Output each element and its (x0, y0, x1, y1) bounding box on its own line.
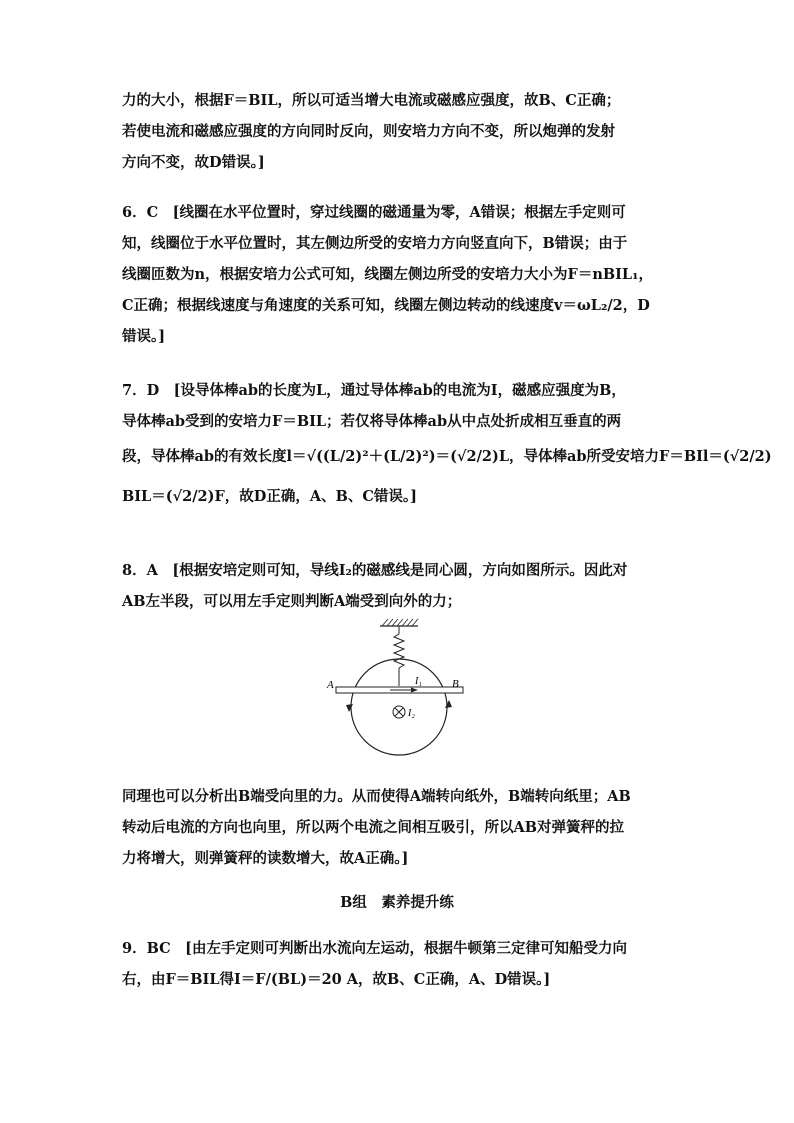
text-line: 7．D [设导体棒ab的长度为L，通过导体棒ab的电流为I，磁感应强度为B， (122, 382, 626, 399)
text-line: AB左半段，可以用左手定则判断A端受到向外的力； (122, 593, 462, 610)
answer-8-part2 (122, 781, 678, 874)
text-line: 错误。] (122, 328, 166, 345)
ampere-force-figure (322, 612, 482, 772)
text-line: 方向不变，故D错误。] (122, 154, 265, 171)
spring-scale (394, 626, 404, 686)
answer-continuation (122, 85, 678, 178)
label-i2: I₂ (408, 708, 415, 719)
text-line: 力的大小，根据F＝BIL，所以可适当增大电流或磁感应强度，故B、C正确； (122, 92, 621, 109)
text-line: 导体棒ab受到的安培力F＝BIL；若仅将导体棒ab从中点处折成相互垂直的两 (122, 413, 622, 430)
text-line: 知，线圈位于水平位置时，其左侧边所受的安培力方向竖直向下，B错误；由于 (122, 235, 628, 252)
text-line: 右，由F＝BIL得I＝F/(BL)＝20 A，故B、C正确，A、D错误。] (122, 971, 551, 988)
text-line: 力将增大，则弹簧秤的读数增大，故A正确。] (122, 850, 409, 867)
ceiling-support (380, 619, 418, 626)
field-arrow-left (346, 704, 353, 712)
label-i1: I₁ (415, 676, 422, 687)
text-line: 9．BC [由左手定则可判断出水流向左运动，根据牛顿第三定律可知船受力向 (122, 940, 628, 957)
label-a: A (327, 679, 334, 691)
text-line: 同理也可以分析出B端受向里的力。从而使得A端转向纸外，B端转向纸里；AB (122, 788, 631, 805)
section-title: B组 素养提升练 (340, 894, 454, 911)
text-line: BIL＝(√2/2)F，故D正确，A、B、C错误。] (122, 488, 417, 505)
wire-i2-into-page (393, 706, 405, 718)
text-line: 段，导体棒ab的有效长度l＝√((L/2)²＋(L/2)²)＝(√2/2)L，导体棒ab所受安培力F＝BIl＝(√2/2) (122, 448, 772, 465)
answer-7 (122, 375, 772, 517)
answer-6 (122, 197, 678, 352)
label-b: B (452, 678, 459, 690)
text-line: 8．A [根据安培定则可知，导线I₂的磁感线是同心圆，方向如图所示。因此对 (122, 562, 628, 579)
answer-9 (122, 933, 678, 995)
answer-8-part1 (122, 555, 678, 617)
text-line: 若使电流和磁感应强度的方向同时反向，则安培力方向不变，所以炮弹的发射 (122, 123, 615, 140)
text-line: 线圈匝数为n，根据安培力公式可知，线圈左侧边所受的安培力大小为F＝nBIL₁， (122, 266, 653, 283)
text-line: 转动后电流的方向也向里，所以两个电流之间相互吸引，所以AB对弹簧秤的拉 (122, 819, 625, 836)
text-line: 6．C [线圈在水平位置时，穿过线圈的磁通量为零，A错误；根据左手定则可 (122, 204, 626, 221)
text-line: C正确；根据线速度与角速度的关系可知，线圈左侧边转动的线速度v＝ωL₂/2，D (122, 297, 650, 314)
